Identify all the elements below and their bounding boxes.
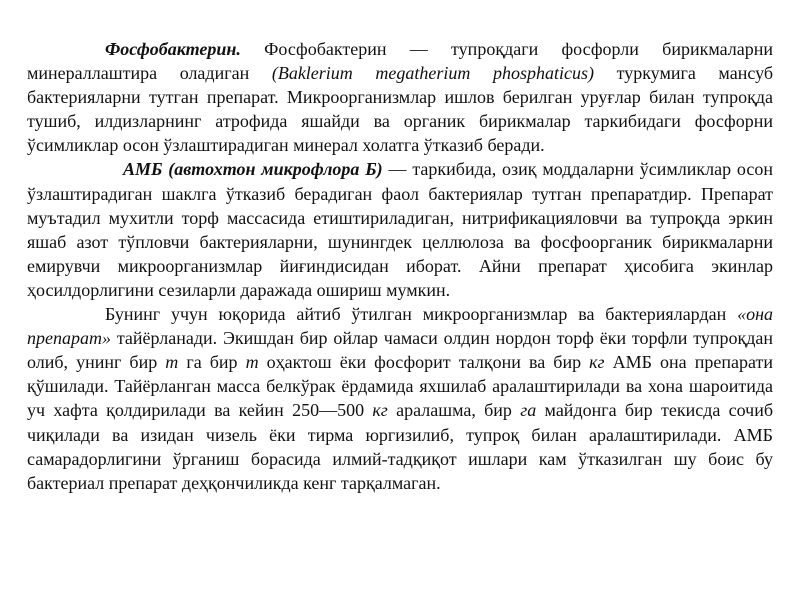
text-run: — таркибида, озиқ моддаларни ўсимликлар осон ўзлаштирадиган шаклга ўтказиб берадиган фаол бактериялар тутган препаратдир. Препарат муътадил мухитли торф массасида етиштириладиган, нитрификацияловчи ва тупроқда эркин яшаб азот тўпловчи бактерияларни, шунингдек целлюлоза ва фосфоорганик бирикмаларни емирувчи микроорганизмлар йиғиндисидан иборат. Айни препарат ҳисобига экинлар ҳосилдорлигини сезиларли даражада ошириш мумкин.	[27, 159, 773, 300]
text-run: туркумига мансуб бактерияларни тутган препарат. Микроорганизмлар ишлов берилган уруғлар билан тупроқда тушиб, илдизларнинг атрофида яшайди ва органик бирикмалар таркибидаги фосфорни ўсимликлар осон ўзлаштирадиган минерал холатга ўтказиб беради.	[27, 63, 773, 156]
unit-abbrev: га	[520, 400, 537, 421]
unit-abbrev: т	[165, 352, 179, 373]
latin-species-name: (Baklerium megatherium phosphaticus)	[271, 63, 594, 84]
paragraph-phosphobacterin	[27, 37, 773, 157]
italic-term: «она препарат»	[27, 304, 773, 349]
paragraph-preparation	[27, 302, 773, 495]
text-run: тайёрланади. Экишдан бир ойлар чамаси олдин нордон торф ёки торфли тупроқдан олиб, унинг бир	[27, 328, 773, 373]
text-run: АМБ она препарати қўшилади. Тайёрланган масса белкўрак ёрдамида яхшилаб аралаштирилади ва хона шароитида уч хафта қолдирилади ва кейин 250—500	[27, 352, 773, 421]
text-run: га бир	[178, 352, 246, 373]
unit-abbrev: кг	[589, 352, 605, 373]
term-heading: Фосфобактерин.	[105, 39, 241, 59]
unit-abbrev: т	[245, 352, 259, 373]
text-run: аралашма, бир	[387, 400, 521, 421]
text-run: Фосфобактерин — тупроқдаги фосфорли бирикмаларни минераллаштира оладиган	[27, 39, 773, 84]
paragraph-amb	[27, 157, 773, 302]
unit-abbrev: кг	[372, 400, 388, 421]
text-run: оҳактош ёки фосфорит талқони ва бир	[258, 352, 590, 373]
text-run: Бунинг учун юқорида айтиб ўтилган микроорганизмлар ва бактериялардан	[105, 304, 738, 325]
text-run: майдонга бир текисда сочиб чиқилади ва изидан чизель ёки тирма юргизилиб, тупроқ билан аралаштирилади. АМБ самарадорлигини ўрганиш борасида илмий-тадқиқот ишлари кам ўтказилган шу боис бу бактериал препарат деҳқончиликда кенг тарқалмаган.	[27, 400, 773, 493]
term-heading: АМБ (автохтон микрофлора Б)	[123, 159, 383, 180]
